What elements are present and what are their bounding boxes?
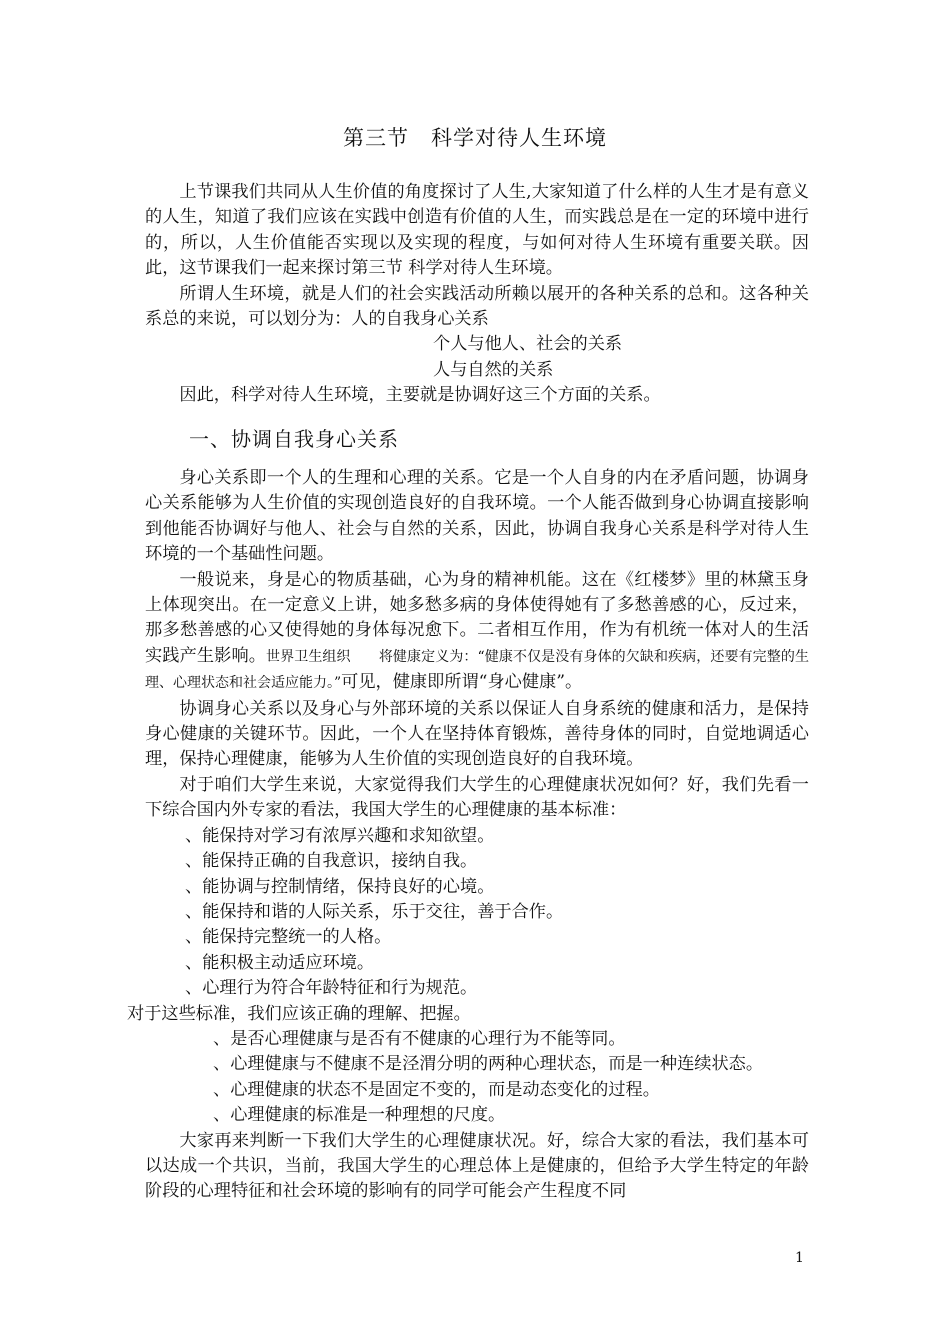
standard-item: 、心理行为符合年龄特征和行为规范。: [185, 978, 478, 999]
section-title: 第三节 科学对待人生环境: [343, 126, 607, 150]
heading-1: 一、协调自我身心关系: [189, 427, 399, 451]
relation-item-3: 人与自然的关系: [433, 359, 554, 380]
standard-item: 、能协调与控制情绪，保持良好的心境。: [185, 876, 495, 897]
standard-item: 、能保持完整统一的人格。: [185, 927, 392, 948]
standard-item: 、能保持对学习有浓厚兴趣和求知欲望。: [185, 825, 495, 846]
understanding-item: 、心理健康与不健康不是泾渭分明的两种心理状态，而是一种连续状态。: [213, 1054, 764, 1075]
intro-paragraph-1: 上节课我们共同从人生价值的角度探讨了人生,大家知道了什么样的人生才是有意义的人生，知道了我们应该在实践中创造有价值的人生，而实践总是在一定的环境中进行的，所以，人生价值能否实现以及实现的程度，与如何对待人生环境有重要关联。因此，这节课我们一起来探讨第三节 科学对待人生环境。: [145, 182, 809, 279]
standard-item: 、能保持正确的自我意识，接纳自我。: [185, 851, 478, 872]
intro-conclusion: 因此，科学对待人生环境，主要就是协调好这三个方面的关系。: [179, 385, 661, 406]
understanding-item: 、心理健康的状态不是固定不变的，而是动态变化的过程。: [213, 1079, 660, 1100]
intro-paragraph-2: 所谓人生环境，就是人们的社会实践活动所赖以展开的各种关系的总和。这各种关系总的来说，可以划分为：人的自我身心关系: [145, 283, 809, 330]
who-definition: 世界卫生组织 将健康定义为：“健康不仅是没有身体的欠缺和疾病，还要有完整的生理、心理状态和社会适应能力。”: [145, 648, 809, 692]
intro-block: [145, 180, 809, 409]
standards-note: 对于这些标准，我们应该正确的理解、把握。: [127, 1003, 471, 1024]
body-paragraph-2-main: 一般说来，身是心的物质基础，心为身的精神机能。这在《红楼梦》里的林黛玉身上体现突出。在一定意义上讲，她多愁多病的身体使得她有了多愁善感的心，反过来，那多愁善感的心又使得她的身体每况愈下。二者相互作用，作为有机统一体对人的生活实践产生影响。: [145, 569, 809, 666]
page-number: 1: [795, 1250, 804, 1266]
standard-item: 、能保持和谐的人际关系，乐于交往，善于合作。: [185, 901, 564, 922]
understanding-item: 、是否心理健康与是否有不健康的心理行为不能等同。: [213, 1028, 626, 1049]
final-paragraph: 大家再来判断一下我们大学生的心理健康状况。好，综合大家的看法，我们基本可以达成一个共识，当前，我国大学生的心理总体上是健康的，但给予大学生特定的年龄阶段的心理特征和社会环境的影响有的同学可能会产生程度不同: [145, 1130, 809, 1202]
understanding-item: 、心理健康的标准是一种理想的尺度。: [213, 1105, 506, 1126]
body-paragraph-4: 对于咱们大学生来说，大家觉得我们大学生的心理健康状况如何？好，我们先看一下综合国内外专家的看法，我国大学生的心理健康的基本标准：: [145, 774, 809, 821]
body-paragraph-3: 协调身心关系以及身心与外部环境的关系以保证人自身系统的健康和活力，是保持身心健康的关键环节。因此，一个人在坚持体育锻炼，善待身体的同时，自觉地调适心理，保持心理健康，能够为人生价值的实现创造良好的自我环境。: [145, 698, 809, 770]
body-paragraph-1: 身心关系即一个人的生理和心理的关系。它是一个人自身的内在矛盾问题，协调身心关系能够为人生价值的实现创造良好的自我环境。一个人能否做到身心协调直接影响到他能否协调好与他人、社会与自然的关系，因此，协调自我身心关系是科学对待人生环境的一个基础性问题。: [145, 468, 809, 565]
section-1: [127, 420, 809, 1205]
standard-item: 、能积极主动适应环境。: [185, 952, 375, 973]
body-paragraph-2: [145, 568, 809, 697]
body-paragraph-2-end: 可见，健康即所谓“身心健康”。: [341, 672, 583, 693]
relation-item-2: 个人与他人、社会的关系: [433, 334, 623, 355]
